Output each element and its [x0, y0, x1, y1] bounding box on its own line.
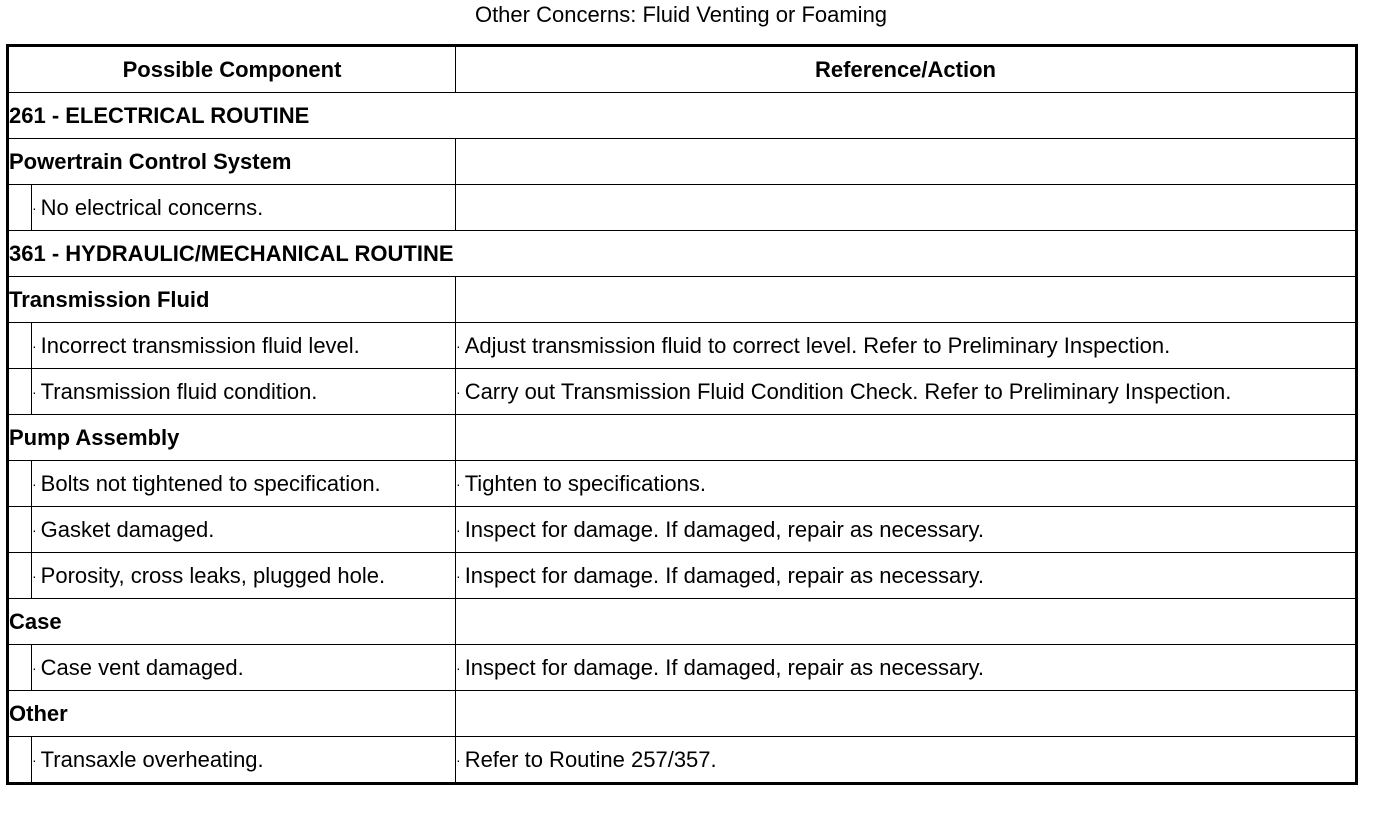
indent-cell [8, 553, 32, 599]
action-text: Adjust transmission fluid to correct level. Refer to Preliminary Inspection. [464, 332, 1171, 358]
bullet-icon: · [32, 199, 37, 216]
component-item [32, 553, 456, 599]
empty-action-cell [456, 691, 1357, 737]
indent-cell [8, 369, 32, 415]
table-row [8, 93, 1357, 139]
empty-action-cell [456, 599, 1357, 645]
indent-cell [8, 185, 32, 231]
action-text: Inspect for damage. If damaged, repair as necessary. [464, 562, 984, 588]
component-group: Other [8, 691, 456, 737]
table-row [8, 185, 1357, 231]
bullet-icon: · [32, 337, 37, 354]
action-text: Carry out Transmission Fluid Condition Check. Refer to Preliminary Inspection. [464, 378, 1232, 404]
bullet-icon: · [32, 521, 37, 538]
action-item [456, 553, 1357, 599]
table-row [8, 277, 1357, 323]
bullet-icon: · [456, 383, 461, 400]
component-text: Gasket damaged. [40, 516, 215, 542]
table-row [8, 415, 1357, 461]
component-text: Transmission fluid condition. [40, 378, 318, 404]
component-item [32, 369, 456, 415]
action-item [456, 645, 1357, 691]
bullet-icon: · [456, 751, 461, 768]
section-heading: 261 - ELECTRICAL ROUTINE [8, 93, 1357, 139]
page-title: Other Concerns: Fluid Venting or Foaming [474, 2, 888, 27]
component-item [32, 737, 456, 784]
action-text: Inspect for damage. If damaged, repair as necessary. [464, 516, 984, 542]
action-item [456, 369, 1357, 415]
action-item [456, 461, 1357, 507]
table-row [8, 369, 1357, 415]
component-text: Bolts not tightened to specification. [40, 470, 381, 496]
indent-cell [8, 645, 32, 691]
table-row [8, 139, 1357, 185]
table-row [8, 599, 1357, 645]
empty-action-cell [456, 415, 1357, 461]
indent-cell [8, 737, 32, 784]
bullet-icon: · [456, 475, 461, 492]
header-reference-action: Reference/Action [456, 46, 1357, 93]
bullet-icon: · [32, 751, 37, 768]
table-row [8, 231, 1357, 277]
action-item [456, 507, 1357, 553]
table-row [8, 737, 1357, 784]
bullet-icon: · [32, 475, 37, 492]
component-text: Incorrect transmission fluid level. [40, 332, 360, 358]
indent-cell [8, 507, 32, 553]
empty-action-cell [456, 139, 1357, 185]
empty-action-cell [456, 277, 1357, 323]
table-row [8, 691, 1357, 737]
section-heading: 361 - HYDRAULIC/MECHANICAL ROUTINE [8, 231, 1357, 277]
component-item [32, 185, 456, 231]
bullet-icon: · [456, 521, 461, 538]
table-row [8, 645, 1357, 691]
bullet-icon: · [32, 567, 37, 584]
bullet-icon: · [456, 337, 461, 354]
action-text: Tighten to specifications. [464, 470, 706, 496]
table-row [8, 507, 1357, 553]
action-text: Refer to Routine 257/357. [464, 746, 717, 772]
indent-cell [8, 323, 32, 369]
component-text: Transaxle overheating. [40, 746, 264, 772]
action-item [456, 185, 1357, 231]
component-group: Case [8, 599, 456, 645]
component-text: Porosity, cross leaks, plugged hole. [40, 562, 386, 588]
table-row [8, 323, 1357, 369]
header-possible-component: Possible Component [8, 46, 456, 93]
bullet-icon: · [456, 659, 461, 676]
action-text: Inspect for damage. If damaged, repair as necessary. [464, 654, 984, 680]
bullet-icon: · [456, 567, 461, 584]
component-item [32, 323, 456, 369]
action-item [456, 323, 1357, 369]
bullet-icon: · [32, 659, 37, 676]
action-item [456, 737, 1357, 784]
component-group: Pump Assembly [8, 415, 456, 461]
bullet-icon: · [32, 383, 37, 400]
component-text: Case vent damaged. [40, 654, 244, 680]
component-text: No electrical concerns. [40, 194, 264, 220]
table-body [8, 93, 1357, 784]
header-row [8, 46, 1357, 93]
component-item [32, 507, 456, 553]
component-item [32, 461, 456, 507]
table-row [8, 461, 1357, 507]
indent-cell [8, 461, 32, 507]
component-item [32, 645, 456, 691]
table-row [8, 553, 1357, 599]
component-group: Powertrain Control System [8, 139, 456, 185]
component-group: Transmission Fluid [8, 277, 456, 323]
diagnostic-table [6, 44, 1358, 785]
